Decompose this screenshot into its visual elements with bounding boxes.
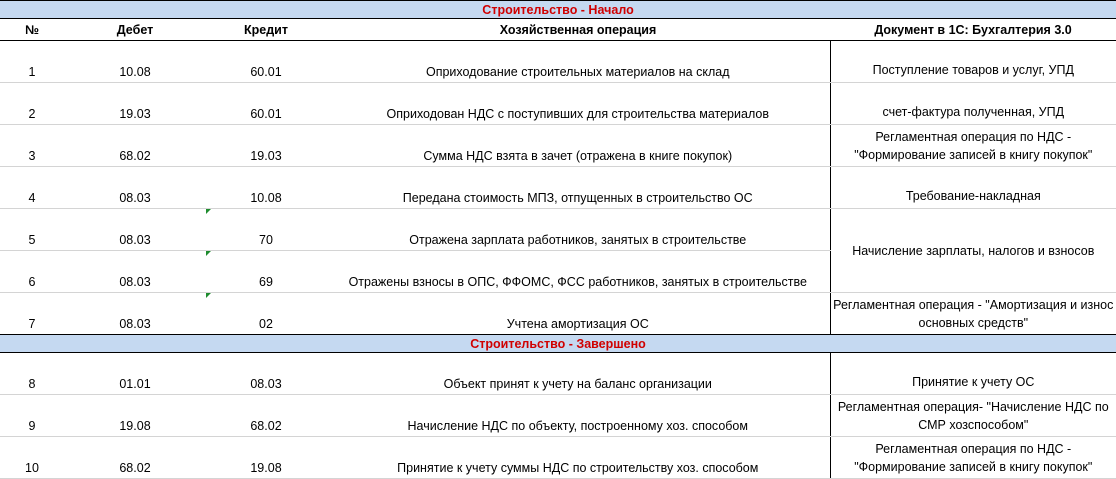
table-row — [0, 395, 1116, 437]
cell-credit[interactable]: 68.02 — [206, 395, 326, 437]
header-operation: Хозяйственная операция — [326, 19, 830, 41]
cell-indicator-icon — [206, 209, 211, 214]
cell-debit[interactable]: 10.08 — [64, 41, 206, 83]
cell-document[interactable]: Регламентная операция по НДС - "Формирование записей в книгу покупок" — [830, 125, 1116, 167]
cell-no[interactable]: 7 — [28, 317, 36, 331]
header-credit: Кредит — [206, 19, 326, 41]
cell-no[interactable]: 1 — [0, 41, 64, 83]
cell-no[interactable]: 5 — [0, 209, 64, 251]
cell-credit[interactable]: 60.01 — [206, 83, 326, 125]
cell-operation[interactable]: Объект принят к учету на баланс организации — [326, 353, 830, 395]
cell-credit[interactable]: 10.08 — [206, 167, 326, 209]
cell-document[interactable]: Регламентная операция по НДС - "Формирование записей в книгу покупок" — [830, 437, 1116, 479]
cell-credit[interactable]: 08.03 — [206, 353, 326, 395]
cell-no[interactable]: 2 — [0, 83, 64, 125]
cell-debit[interactable]: 68.02 — [64, 437, 206, 479]
header-document: Документ в 1С: Бухгалтерия 3.0 — [830, 19, 1116, 41]
cell-no[interactable]: 6 — [0, 251, 64, 293]
cell-credit[interactable] — [206, 251, 326, 293]
cell-debit[interactable]: 19.03 — [64, 83, 206, 125]
section-title-start: Строительство - Начало — [0, 1, 1116, 19]
cell-document[interactable]: Требование-накладная — [830, 167, 1116, 209]
cell-operation[interactable]: Начисление НДС по объекту, построенному хоз. способом — [326, 395, 830, 437]
table-row — [0, 125, 1116, 167]
cell-document[interactable]: счет-фактура полученная, УПД — [830, 83, 1116, 125]
cell-credit[interactable]: 19.03 — [206, 125, 326, 167]
cell-credit-value: 69 — [259, 275, 273, 289]
cell-operation[interactable]: Оприходование строительных материалов на склад — [326, 41, 830, 83]
section-row-start — [0, 1, 1116, 19]
cell-debit[interactable]: 08.03 — [64, 251, 206, 293]
table-row — [0, 83, 1116, 125]
table-row — [0, 437, 1116, 479]
cell-no[interactable]: 9 — [0, 395, 64, 437]
cell-operation[interactable]: Учтена амортизация ОС — [326, 293, 830, 335]
cell-operation[interactable]: Принятие к учету суммы НДС по строительству хоз. способом — [326, 437, 830, 479]
cell-credit-value: 02 — [259, 317, 273, 331]
cell-no[interactable]: 10 — [0, 437, 64, 479]
table-row — [0, 353, 1116, 395]
cell-operation[interactable]: Отражена зарплата работников, занятых в строительстве — [326, 209, 830, 251]
cell-document[interactable]: Поступление товаров и услуг, УПД — [830, 41, 1116, 83]
table-row — [0, 209, 1116, 251]
cell-credit[interactable] — [206, 293, 326, 335]
header-row — [0, 19, 1116, 41]
cell-operation[interactable]: Передана стоимость МПЗ, отпущенных в строительство ОС — [326, 167, 830, 209]
cell-credit[interactable]: 19.08 — [206, 437, 326, 479]
table-row — [0, 41, 1116, 83]
cell-no[interactable]: 8 — [0, 353, 64, 395]
cell-debit[interactable]: 01.01 — [64, 353, 206, 395]
cell-document-merged[interactable]: Начисление зарплаты, налогов и взносов — [830, 209, 1116, 293]
cell-no[interactable]: 3 — [0, 125, 64, 167]
cell-credit[interactable]: 60.01 — [206, 41, 326, 83]
header-debit: Дебет — [64, 19, 206, 41]
cell-debit[interactable]: 08.03 — [119, 317, 151, 331]
cell-operation[interactable]: Сумма НДС взята в зачет (отражена в книге покупок) — [326, 125, 830, 167]
cell-indicator-icon — [206, 251, 211, 256]
cell-debit[interactable]: 08.03 — [64, 167, 206, 209]
cell-document[interactable]: Регламентная операция- "Начисление НДС по СМР хозспособом" — [830, 395, 1116, 437]
table-row — [0, 167, 1116, 209]
header-no: № — [0, 19, 64, 41]
section-title-end: Строительство - Завершено — [0, 335, 1116, 353]
cell-operation[interactable]: Отражены взносы в ОПС, ФФОМС, ФСС работников, занятых в строительстве — [326, 251, 830, 293]
section-row-end — [0, 335, 1116, 353]
cell-operation[interactable]: Оприходован НДС с поступивших для строительства материалов — [326, 83, 830, 125]
cell-credit[interactable] — [206, 209, 326, 251]
cell-debit[interactable]: 68.02 — [64, 125, 206, 167]
cell-document[interactable]: Принятие к учету ОС — [830, 353, 1116, 395]
cell-credit-value: 70 — [259, 233, 273, 247]
cell-debit[interactable]: 08.03 — [64, 209, 206, 251]
cell-indicator-icon — [206, 293, 211, 298]
table-row — [0, 293, 1116, 335]
cell-debit[interactable]: 19.08 — [64, 395, 206, 437]
cell-document[interactable]: Регламентная операция - "Амортизация и износ основных средств" — [833, 297, 1114, 330]
cell-no[interactable]: 4 — [0, 167, 64, 209]
